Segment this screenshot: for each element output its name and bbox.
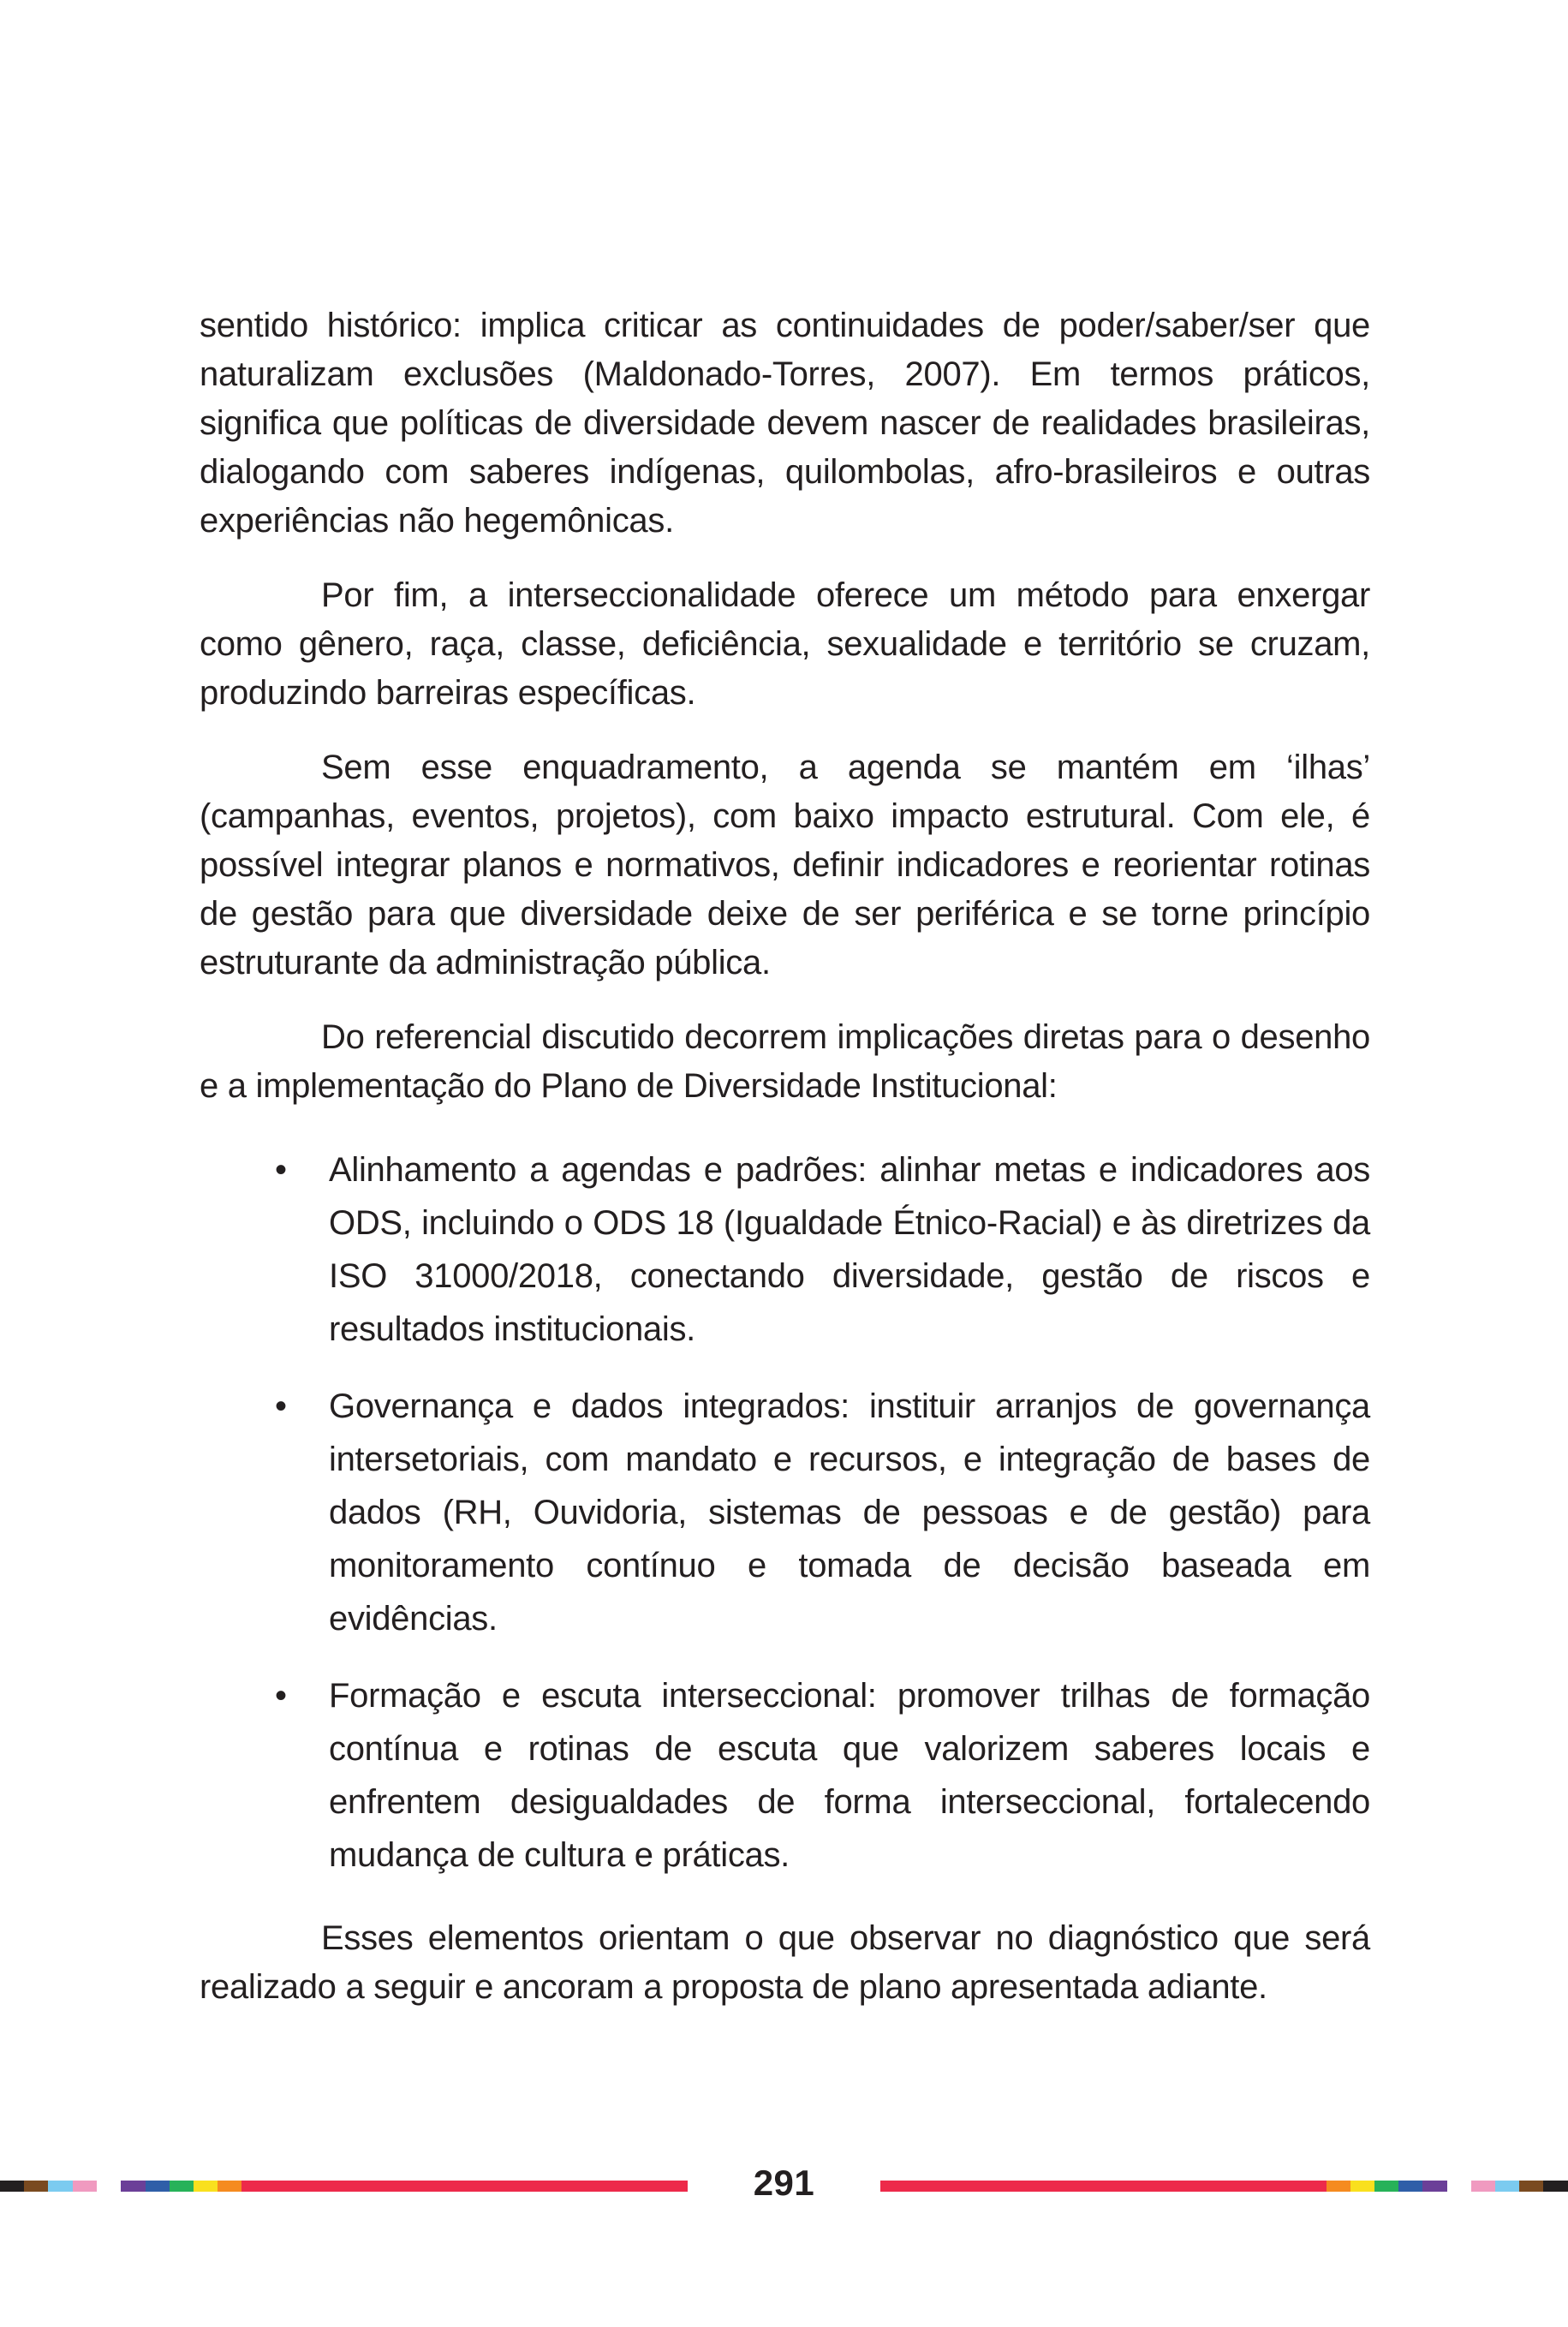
page-number: 291 [753,2163,815,2203]
bullet-item-2 [200,1380,1370,1645]
paragraph-3: Sem esse enquadramento, a agenda se mantém em ‘ilhas’ (campanhas, eventos, projetos), com baixo impacto estrutural. Com ele, é possível integrar planos e normativos, definir indicadores e reorientar rotinas de gestão para que diversidade deixe de ser periférica e se torne princípio estruturante da administração pública. [200,749,1370,982]
paragraph-4: Do referencial discutido decorrem implicações diretas para o desenho e a implementação do Plano de Diversidade Institucional: [200,1018,1370,1105]
bullet-dot-icon: • [275,1151,287,1189]
bullet-dot-icon: • [275,1677,287,1715]
paragraph-2: Por fim, a interseccionalidade oferece um método para enxergar como gênero, raça, classe, deficiência, sexualidade e território se cruzam, produzindo barreiras específicas. [200,576,1370,712]
bullet-item-3 [200,1669,1370,1882]
bullet-item-text: Formação e escuta interseccional: promover trilhas de formação contínua e rotinas de escuta que valorizem saberes locais e enfrentem desigualdades de forma interseccional, fortalecendo mudança de cultura e práticas. [329,1677,1370,1874]
bullet-list [200,1143,1370,1882]
closing-paragraph: Esses elementos orientam o que observar no diagnóstico que será realizado a seguir e ancoram a proposta de plano apresentada adiante. [200,1919,1370,2006]
paragraph-1: sentido histórico: implica criticar as continuidades de poder/saber/ser que naturalizam exclusões (Maldonado-Torres, 2007). Em termos práticos, significa que políticas de diversidade devem nascer de realidades brasileiras, dialogando com saberes indígenas, quilombolas, afro-brasileiros e outras experiências não hegemônicas. [200,307,1370,540]
bullet-item-text: Governança e dados integrados: instituir arranjos de governança intersetoriais, com mandato e recursos, e integração de bases de dados (RH, Ouvidoria, sistemas de pessoas e de gestão) para monitoramento contínuo e tomada de decisão baseada em evidências. [329,1387,1370,1638]
bullet-item-1 [200,1143,1370,1356]
page-content [200,301,1370,2012]
bullet-dot-icon: • [275,1387,287,1425]
bullet-item-text: Alinhamento a agendas e padrões: alinhar metas e indicadores aos ODS, incluindo o ODS 18 (Igualdade Étnico-Racial) e às diretrizes da ISO 31000/2018, conectando diversidade, gestão de riscos e resultados institucionais. [329,1151,1370,1348]
